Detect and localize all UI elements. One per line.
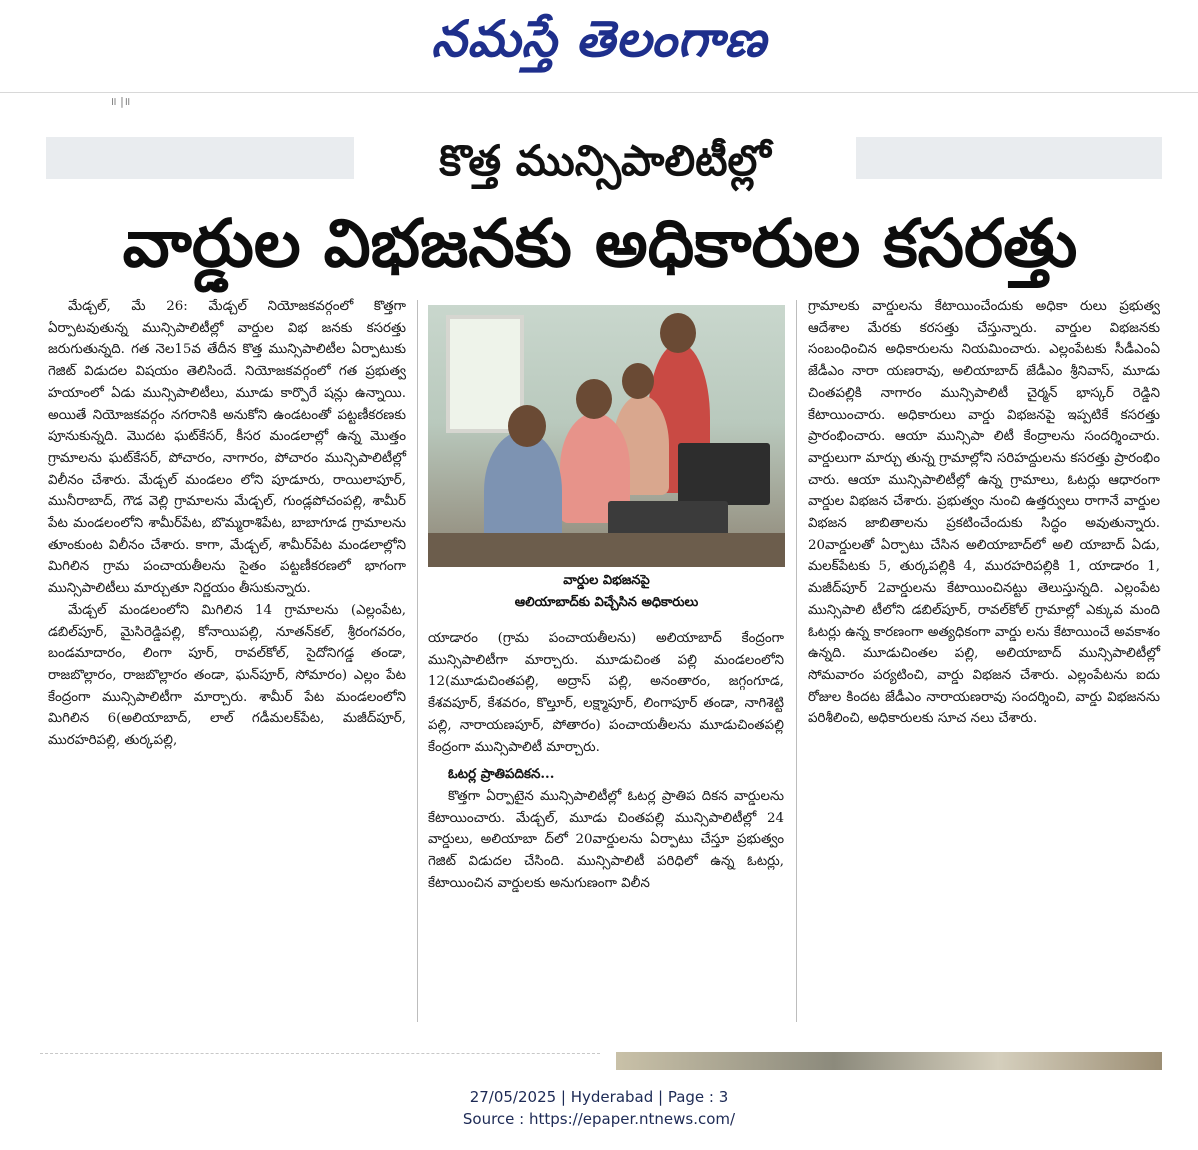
col3-paragraph-1: గ్రామాలకు వార్డులను కేటాయించేందుకు అధికా రులు ప్రభుత్వ ఆదేశాల మేరకు కరసత్తు చేస్తున్నారు. వార్డుల విభజనకు సంబంధించిన అధికారులను నియమించారు. ఎల్లంపేటకు సీడీఎంఏ జేడీఎం నారా యణరావు, అలియాబాద్ జేడీఎం శ్రీనివాస్, మూడు చింతపల్లికి నాగారం మున్సిపాలిటీ చైర్మన్ భాస్కర్ రెడ్డిని కేటాయించారు. అధికారులు వార్డు విభజనపై ఇప్పటికే కసరత్తు ప్రారంభించారు. ఆయా మున్సిపా లిటీ కేంద్రాలను సందర్శించారు. వార్డులుగా మార్చు తున్న గ్రామాల్లోని సరిహద్దులను కసరత్తు ప్రారంభిం చారు. ఆయా మున్సిపాలిటీల్లో ఉన్న గ్రామాలు, ఓటర్లు ఆధారంగా వార్డుల విభజన చేశారు. ప్రభుత్వం నుంచి ఉత్తర్వులు రాగానే వార్డుల విభజన జాబితాలను ప్రకటించేందుకు సిద్ధం అవుతున్నారు. 20వార్డులతో ఏర్పాటు చేసిన అలియాబాద్‌లో అలి యాబాద్ ఏడు, మలక్‌పేటకు 5, తుర్కపల్లికి 4, మురహరిపల్లికి 1, యాడారం 1, మజీద్‌పూర్ 2వార్డులను కేటాయించినట్టు తెలుస్తున్నది. ఎల్లంపేట మున్సిపాలి టీలోని డబిల్‌పూర్, రావల్‌కోల్ గ్రామాల్లో ఎక్కువ మంది ఓటర్లు ఉన్న కారణంగా అత్యధికంగా వార్డు లను కేటాయించే అవకాశం ఉన్నది. మూడుచింతల పల్లి, అలియాబాద్ మున్సిపాలిటీల్లో సోమవారం పర్యటించి, వార్డు విభజన చేశారు. ఎల్లంపేటను ఐదు రోజుల కిందట జేడీఎం నారాయణరావు సందర్శించి, వార్డు విభజనను పరిశీలించి, అధికారులకు సూచ నలు చేశారు. — [808, 299, 1160, 727]
photo-head-right — [622, 363, 654, 399]
article-kicker: కొత్త మున్సిపాలిటీల్లో — [439, 136, 771, 185]
photo-caption-line-1: వార్డుల విభజనపై — [563, 573, 650, 588]
photo-monitor — [678, 443, 770, 505]
footer-date-page: 27/05/2025 | Hyderabad | Page : 3 — [469, 1088, 729, 1106]
article-column-3 — [808, 296, 1160, 730]
column-divider-2 — [796, 300, 797, 1022]
photo-desk — [428, 533, 785, 567]
column-divider-1 — [417, 300, 418, 1022]
masthead-logo: నమస్తే తెలంగాణ — [431, 10, 767, 68]
photo-head-standing — [660, 313, 696, 353]
kicker-bar-left — [46, 137, 354, 179]
photo-head-left — [508, 405, 546, 447]
col2-paragraph-1: యాడారం (గ్రామ పంచాయతీలను) అలియాబాద్ కేంద్రంగా మున్సిపాలిటీగా మార్చారు. మూడుచింత పల్లి మండలంలోని 12(మూడుచింతపల్లి, అద్రాస్ పల్లి, అనంతారం, జగ్గంగూడ, కేశవపూర్, కేశవరం, కొల్తూర్, లక్ష్మాపూర్, లింగాపూర్ తండా, నాగిశెట్టి పల్లి, నారాయణపూర్, పోతారం) పంచాయతీలను మూడుచింతపల్లి కేంద్రంగా మున్సిపాలిటీ మార్చారు. — [428, 631, 784, 755]
masthead-divider — [0, 92, 1198, 93]
article-column-1 — [48, 296, 406, 752]
col1-paragraph-1: మేడ్చల్, మే 26: మేడ్చల్ నియోజకవర్గంలో కొత్తగా ఏర్పాటవుతున్న మున్సిపాలిటీల్లో వార్డుల విభ జనకు కసరత్తు జరుగుతున్నది. గత నెల15వ తేదీన కొత్త మున్సిపాలిటీల ఏర్పాటుకు గెజిట్ విడుదల విషయం తెలిసిందే. నియోజకవర్గంలో గత ప్రభుత్వ హయాంలో ఏడు మున్సిపాలిటీలు, మూడు కార్పొరే షన్లు ఉన్నాయి. అయితే నియోజకవర్గం నగరానికి అనుకోని ఉండటంతో పట్టణీకరణకు పూనుకున్నది. మొదట ఘట్‌కేసర్, కీసర మండలాల్లో ఉన్న మొత్తం గ్రామాలను ఘట్‌కేసర్, పోచారం, నాగారం, పోచారం మున్సిపాలిటీల్లో విలీనం చేశారు. మేడ్చల్ మండలం లోని పూడూరు, రాయిలాపూర్, మునీరాబాద్, గౌడ వెల్లి గ్రామాలను మేడ్చల్, గుండ్లపోచంపల్లి, శామీర్ పేట మండలంలోని శామీర్‌పేట, బొమ్మరాశిపేట, బాబాగూడ గ్రామాలను తూంకుంట విలీనం చేశారు. కాగా, మేడ్చల్, శామీర్‌పేట మండలాల్లోని మిగిలిన గ్రామ పంచాయతీలను సైతం పట్టణీకరణలో భాగంగా మున్సిపాలిటీలు మార్చుతూ నిర్ణయం తీసుకున్నారు. — [48, 299, 406, 597]
col2-paragraph-2: కొత్తగా ఏర్పాటైన మున్సిపాలిటీల్లో ఓటర్ల ప్రాతిప దికన వార్డులను కేటాయించారు. మేడ్చల్, మూడు చింతపల్లి మున్సిపాలిటీల్లో 24 వార్డులు, అలియాబా ద్‌లో 20వార్డులను ఏర్పాటు చేస్తూ ప్రభుత్వం గెజిట్ విడుదల చేసింది. మున్సిపాలిటీ పరిధిలో ఉన్న ఓటర్లు, కేటాయించిన వార్డులకు అనుగుణంగా విలీన — [428, 788, 784, 891]
article-photo — [428, 305, 785, 567]
page-marker: ॥ |॥ — [110, 95, 131, 108]
footer-source[interactable]: Source : https://epaper.ntnews.com/ — [462, 1110, 736, 1128]
photo-caption — [428, 570, 785, 614]
kicker-bar-right — [856, 137, 1162, 179]
photo-head-center — [576, 379, 612, 419]
page-footer — [0, 1086, 1198, 1130]
col1-paragraph-2: మేడ్చల్ మండలంలోని మిగిలిన 14 గ్రామాలను (ఎల్లంపేట, డబిల్‌పూర్, మైసిరెడ్డిపల్లి, కోనాయిపల్లి, నూతన్‌కల్, శ్రీరంగవరం, బండమాదారం, లింగా పూర్, రావల్‌కోల్, సైదోనిగడ్డ తండా, రాజబొల్లారం, రాజబొల్లారం తండా, ఘన్‌పూర్, సోమారం) ఎల్లం పేట కేంద్రంగా మున్సిపాలిటీగా మార్చారు. శామీర్ పేట మండలంలోని మిగిలిన 6(అలియాబాద్, లాల్ గడీమలక్‌పేట, మజీద్‌పూర్, మురహరిపల్లి, తుర్కపల్లి, — [48, 602, 406, 749]
next-article-strip — [40, 1053, 600, 1068]
photo-caption-line-2: ఆలియాబాద్‌కు విచ్చేసిన అధికారులు — [514, 595, 699, 610]
article-headline: వార్డుల విభజనకు అధికారుల కసరత్తు — [122, 205, 1078, 282]
article-column-2 — [428, 628, 784, 894]
next-article-photo — [616, 1052, 1162, 1070]
col2-subhead: ఓటర్ల ప్రాతిపదికన... — [448, 766, 555, 783]
